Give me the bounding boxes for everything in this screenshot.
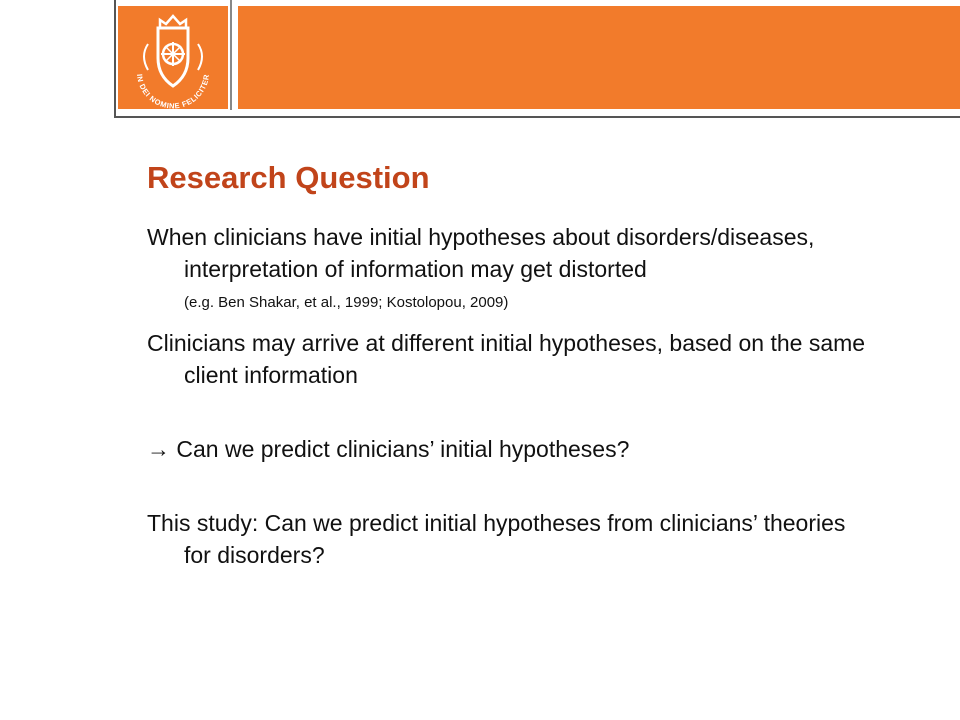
slide-body	[147, 221, 867, 571]
paragraph-predict-question: → Can we predict clinicians’ initial hypotheses?	[147, 436, 630, 462]
header-border-left	[114, 0, 116, 117]
paragraph-different-hypotheses: Clinicians may arrive at different initial hypotheses, based on the same client information	[147, 330, 866, 388]
logo-motto: IN DEI NOMINE FELICITER	[135, 73, 212, 109]
paragraph-initial-hypotheses: When clinicians have initial hypotheses about disorders/diseases, interpretation of information may get distorted	[147, 224, 815, 282]
university-seal-icon	[118, 6, 228, 109]
slide-title: Research Question	[147, 160, 430, 195]
paragraph-this-study: This study: Can we predict initial hypotheses from clinicians’ theories for disorders?	[147, 510, 846, 568]
header-border-bottom	[114, 116, 960, 118]
university-logo	[118, 6, 228, 109]
citation: (e.g. Ben Shakar, et al., 1999; Kostolopou, 2009)	[184, 294, 509, 311]
header-separator	[230, 0, 232, 110]
header-band	[238, 6, 960, 109]
svg-text:IN DEI NOMINE FELICITER	[135, 73, 211, 109]
